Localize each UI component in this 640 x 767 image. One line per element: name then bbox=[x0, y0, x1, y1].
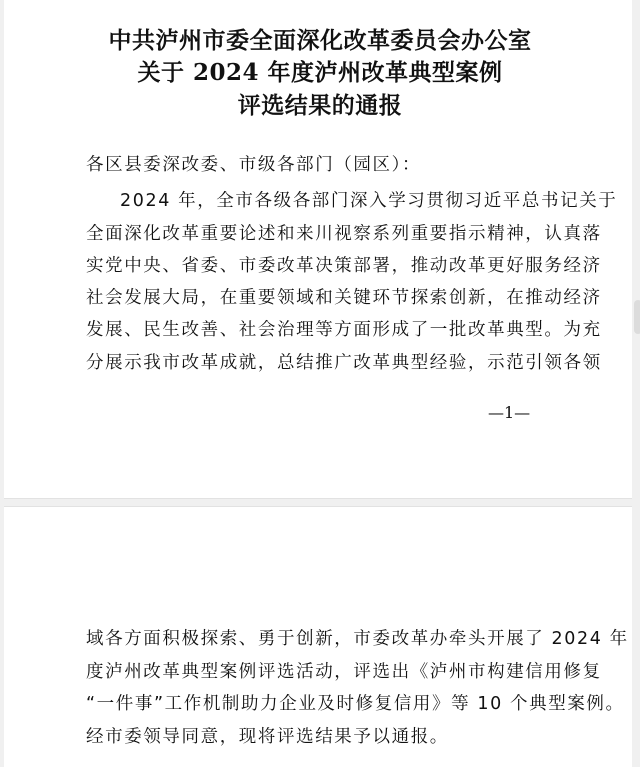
salutation: 各区县委深改委、市级各部门（园区）： bbox=[86, 155, 422, 175]
body-line: 域各方面积极探索、勇于创新，市委改革办牵头开展了 2024 年 bbox=[86, 629, 629, 649]
document-title-line-3: 评选结果的通报 bbox=[237, 92, 403, 119]
body-line: 度泸州改革典型案例评选活动，评选出《泸州市构建信用修复 bbox=[86, 662, 602, 682]
body-line: 全面深化改革重要论述和来川视察系列重要指示精神，认真落 bbox=[86, 224, 602, 244]
document-title-line-1: 中共泸州市委全面深化改革委员会办公室 bbox=[108, 27, 532, 54]
body-line: 2024 年，全市各级各部门深入学习贯彻习近平总书记关于 bbox=[120, 191, 618, 211]
document-title-line-2: 关于 2024 年度泸州改革典型案例 bbox=[137, 59, 503, 86]
scroll-handle[interactable] bbox=[634, 300, 640, 334]
body-line: 分展示我市改革成就，总结推广改革典型经验，示范引领各领 bbox=[86, 353, 602, 373]
body-line: 实党中央、省委、市委改革决策部署，推动改革更好服务经济 bbox=[86, 256, 602, 276]
body-line: 社会发展大局，在重要领域和关键环节探索创新，在推动经济 bbox=[86, 288, 602, 308]
body-line: 发展、民生改善、社会治理等方面形成了一批改革典型。为充 bbox=[86, 320, 602, 340]
page-number: —1— bbox=[488, 403, 531, 422]
body-line: 经市委领导同意，现将评选结果予以通报。 bbox=[86, 727, 449, 747]
body-line: “一件事”工作机制助力企业及时修复信用》等 10 个典型案例。 bbox=[86, 694, 625, 714]
